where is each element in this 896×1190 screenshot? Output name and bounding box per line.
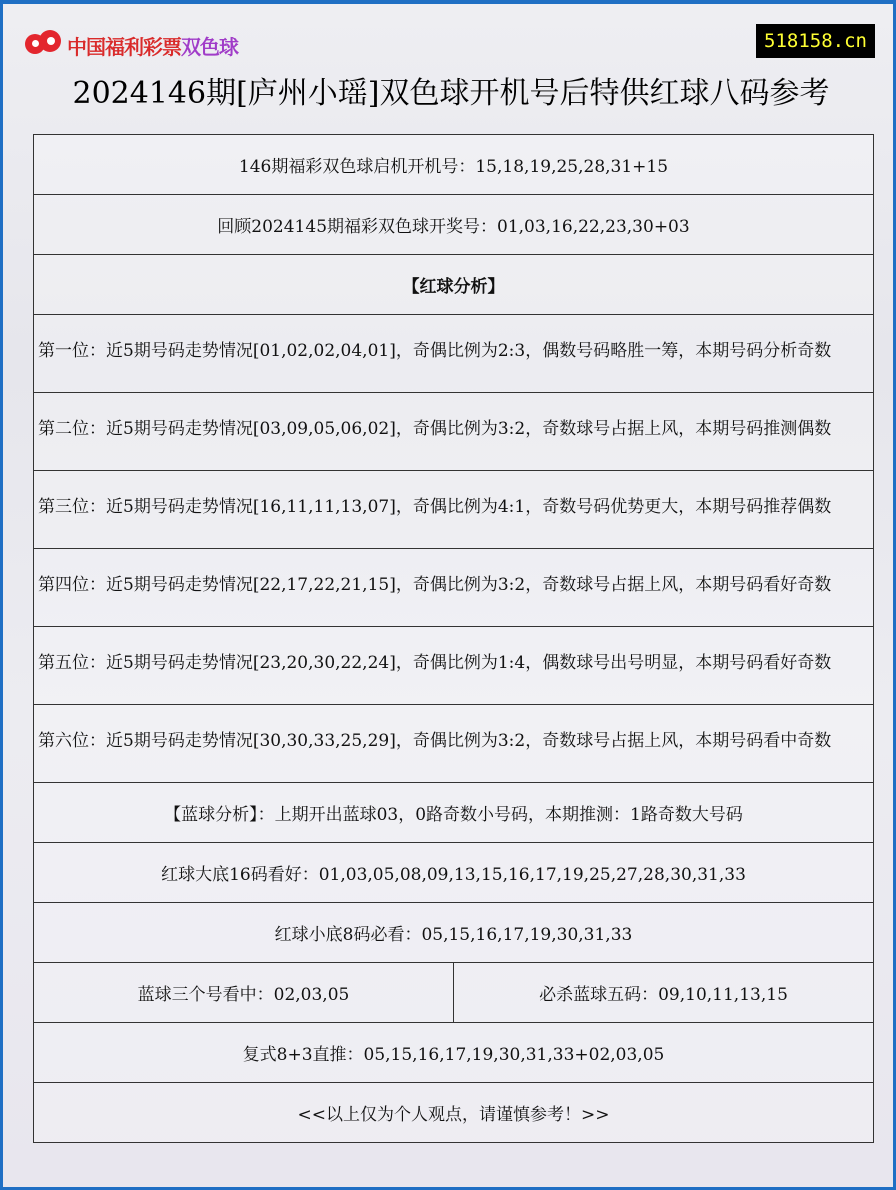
logo-text: 中国福利彩票 [67, 34, 181, 59]
position-5-analysis: 第五位：近5期号码走势情况[23,20,30,22,24]，奇偶比例为1:4，偶数球号出号明显，本期号码看好奇数 [34, 627, 874, 705]
opening-numbers: 146期福彩双色球启机开机号：15,18,19,25,28,31+15 [34, 135, 874, 195]
page-title: 2024146期[庐州小瑶]双色球开机号后特供红球八码参考 [72, 76, 830, 111]
red-analysis-heading: 【红球分析】 [34, 255, 874, 315]
position-1-analysis: 第一位：近5期号码走势情况[01,02,02,04,01]，奇偶比例为2:3，偶数号码略胜一筹，本期号码分析奇数 [34, 315, 874, 393]
previous-draw: 回顾2024145期福彩双色球开奖号：01,03,16,22,23,30+03 [34, 195, 874, 255]
position-4-analysis: 第四位：近5期号码走势情况[22,17,22,21,15]，奇偶比例为3:2，奇数球号占据上风，本期号码看好奇数 [34, 549, 874, 627]
position-3-analysis: 第三位：近5期号码走势情况[16,11,11,13,07]，奇偶比例为4:1，奇数号码优势更大，本期号码推荐偶数 [34, 471, 874, 549]
position-6-analysis: 第六位：近5期号码走势情况[30,30,33,25,29]，奇偶比例为3:2，奇数球号占据上风，本期号码看中奇数 [34, 705, 874, 783]
analysis-table [33, 134, 874, 1143]
blue-kill-5: 必杀蓝球五码：09,10,11,13,15 [454, 963, 874, 1023]
position-2-analysis: 第二位：近5期号码走势情况[03,09,05,06,02]，奇偶比例为3:2，奇数球号占据上风，本期号码推测偶数 [34, 393, 874, 471]
red-16-picks: 红球大底16码看好：01,03,05,08,09,13,15,16,17,19,25,27,28,30,31,33 [34, 843, 874, 903]
site-badge[interactable]: 518158.cn [756, 24, 875, 58]
compound-8-3: 复式8+3直推：05,15,16,17,19,30,31,33+02,03,05 [34, 1023, 874, 1083]
welfare-lottery-logo-icon [23, 26, 63, 64]
lottery-logo [23, 26, 238, 64]
blue-analysis: 【蓝球分析】：上期开出蓝球03，0路奇数小号码，本期推测：1路奇数大号码 [34, 783, 874, 843]
disclaimer: <<以上仅为个人观点，请谨慎参考！>> [34, 1083, 874, 1143]
red-8-picks: 红球小底8码必看：05,15,16,17,19,30,31,33 [34, 903, 874, 963]
logo-text-ssq: 双色球 [181, 34, 238, 59]
blue-3-picks: 蓝球三个号看中：02,03,05 [34, 963, 454, 1023]
